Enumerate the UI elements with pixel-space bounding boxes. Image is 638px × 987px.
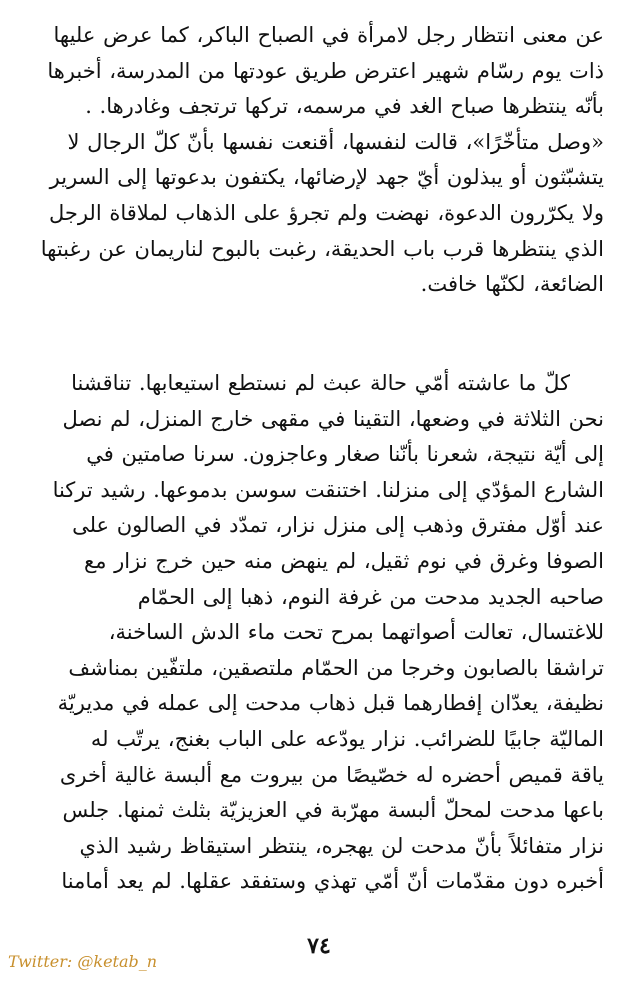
text-line: كلّ ما عاشته أمّي حالة عبث لم نستطع استيعابها. تناقشنا [71,371,570,395]
paragraph-2 [34,366,604,900]
text-line: ذات يوم رسّام شهير اعترض طريق عودتها من المدرسة، أخبرها [47,58,604,83]
text-line: باعها مدحت لمحلّ ألبسة مهرّبة في العزيزيّة بثلث ثمنها. جلس [62,798,604,823]
text-line: عند أوّل مفترق وذهب إلى منزل نزار، تمدّد في الصالون على [72,513,604,538]
text-line: يتشبّثون أو يبذلون أيّ جهد لإرضائها، يكتفون بدعوتها إلى السرير [49,165,604,190]
text-line: الماليّة جابيًا للضرائب. نزار يودّعه على الباب بغنج، يرتّب له [90,726,604,751]
paragraph-1 [34,18,604,303]
text-line: الشارع المؤدّي إلى منزلنا. اختنقت سوسن بدموعها. رشيد تركنا [52,477,604,502]
text-line: ولا يكرّرون الدعوة، نهضت ولم تجرؤ على الذهاب لملاقاة الرجل [48,200,604,225]
text-line: الصوفا وغرق في نوم ثقيل، لم ينهض منه حين خرج نزار مع [84,548,604,573]
text-line: إلى أيّة نتيجة، شعرنا بأنّنا صغار وعاجزون. سرنا صامتين في [86,442,604,467]
page-number: ٧٤ [307,933,331,959]
text-line: صاحبه الجديد مدحت من غرفة النوم، ذهبا إلى الحمّام [137,584,604,609]
text-line: تراشقا بالصابون وخرجا من الحمّام ملتصقين، ملتفّين بمناشف [68,655,604,680]
text-line: ياقة قميص أحضره له خصّيصًا من بيروت مع ألبسة غالية أخرى [59,762,604,787]
text-line: «وصل متأخّرًا»، قالت لنفسها، أقنعت نفسها بأنّ كلّ الرجال لا [67,129,604,154]
text-line: الضائعة، لكنّها خافت. [420,272,604,297]
text-line: نظيفة، يعدّان إفطارهما قبل ذهاب مدحت إلى عمله في مديريّة [57,691,604,716]
text-line: أخبره دون مقدّمات أنّ أمّي تهذي وستفقد عقلها. لم يعد أمامنا [61,869,604,894]
text-line: نحن الثلاثة في وضعها، التقينا في مقهى خارج المنزل، لم نصل [62,406,604,431]
watermark-text: Twitter: @ketab_n [8,952,158,971]
text-line: الذي ينتظرها قرب باب الحديقة، رغبت بالبوح لناريمان عن رغبتها [40,236,604,261]
text-line: نزار متفائلاً بأنّ مدحت لن يهجره، ينتظر استيقاظ رشيد الذي [79,833,604,858]
text-line: بأنّه ينتظرها صباح الغد في مرسمه، تركها ترتجف وغادرها. . [85,94,604,119]
text-line: عن معنى انتظار رجل لامرأة في الصباح الباكر، كما عرض عليها [53,23,604,47]
text-line: للاغتسال، تعالت أصواتهما بمرح تحت ماء الدش الساخنة، [108,620,604,645]
